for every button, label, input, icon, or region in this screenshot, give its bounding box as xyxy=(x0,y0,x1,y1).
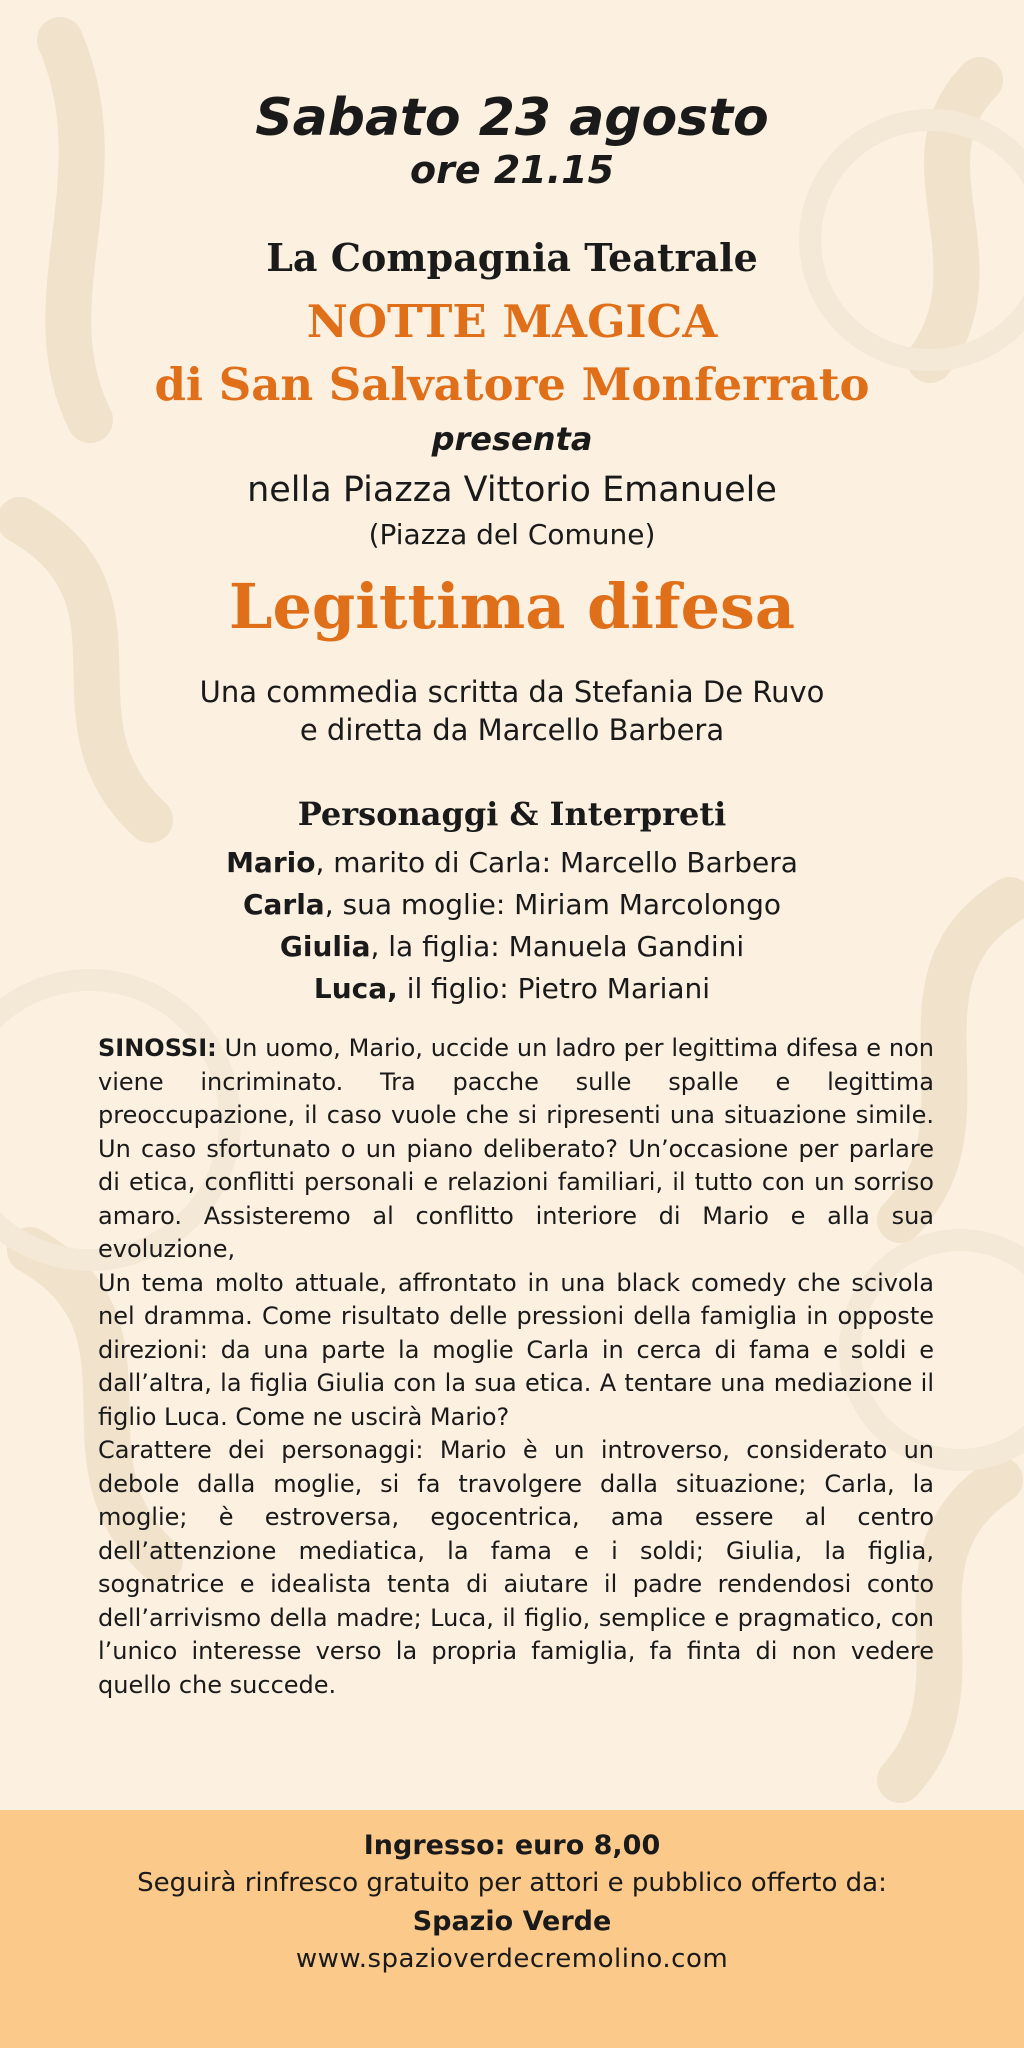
synopsis-text: Un uomo, Mario, uccide un ladro per legittima difesa e non viene incriminato. Tra pacche sulle spalle e legittima preoccupazione, il caso vuole che si ripresenti una situazione simile. Un caso sfortunato o un piano deliberato? Un’occasione per parlare di etica, conflitti personali e relazioni familiari, il tutto con un sorriso amaro. Assisteremo al conflitto interiore di Mario e alla sua evoluzione, xyxy=(98,1034,934,1263)
synopsis-paragraph: Carattere dei personaggi: Mario è un introverso, considerato un debole dalla moglie, si fa travolgere dalla situazione; Carla, la moglie; è estroversa, egocentrica, ama essere al centro dell’attenzione mediatica, la fama e i soldi; Giulia, la figlia, sognatrice e idealista tenta di aiutare il padre rendendosi conto dell’arrivismo della madre; Luca, il figlio, semplice e pragmatico, con l’unico interesse verso la propria famiglia, fa finta di non vedere quello che succede. xyxy=(98,1436,934,1699)
cast-character-name: Giulia xyxy=(279,930,371,963)
venue-main: nella Piazza Vittorio Emanuele xyxy=(247,470,777,510)
event-date: Sabato 23 agosto xyxy=(255,88,769,148)
cast-character-name: Carla xyxy=(242,888,325,921)
cast-role: il figlio: Pietro Mariani xyxy=(397,972,711,1005)
venue-sub: (Piazza del Comune) xyxy=(368,518,656,551)
play-credit-author: Una commedia scritta da Stefania De Ruvo xyxy=(199,675,825,709)
synopsis xyxy=(98,1032,934,1702)
cast-character-name: Mario xyxy=(226,846,316,879)
synopsis-label: SINOSSI: xyxy=(98,1034,217,1062)
presents-text: presenta xyxy=(431,420,593,458)
company-place: di San Salvatore Monferrato xyxy=(154,358,870,411)
play-title: Legittima difesa xyxy=(228,570,796,643)
event-time: ore 21.15 xyxy=(409,148,615,192)
company-label: La Compagnia Teatrale xyxy=(266,235,758,280)
cast-character-name: Luca, xyxy=(313,972,398,1005)
footer-band xyxy=(0,1810,1024,2048)
refreshment-note: Seguirà rinfresco gratuito per attori e pubblico offerto da: xyxy=(137,1868,887,1898)
sponsor-name: Spazio Verde xyxy=(412,1906,612,1937)
cast-role: , la figlia: Manuela Gandini xyxy=(370,930,745,963)
cast-row xyxy=(0,884,1024,926)
synopsis-paragraph xyxy=(98,1032,934,1267)
cast-row xyxy=(0,842,1024,884)
play-credit-director: e diretta da Marcello Barbera xyxy=(299,713,725,747)
sponsor-website: www.spazioverdecremolino.com xyxy=(295,1944,729,1974)
cast-row xyxy=(0,968,1024,1010)
cast-role: , marito di Carla: Marcello Barbera xyxy=(315,846,798,879)
entry-price: Ingresso: euro 8,00 xyxy=(363,1830,661,1861)
cast-row xyxy=(0,926,1024,968)
company-name: NOTTE MAGICA xyxy=(306,295,718,348)
cast-heading: Personaggi & Interpreti xyxy=(297,795,727,833)
cast-list xyxy=(0,842,1024,1010)
synopsis-paragraph: Un tema molto attuale, affrontato in una black comedy che scivola nel dramma. Come risultato delle pressioni della famiglia in opposte direzioni: da una parte la moglie Carla in cerca di fama e soldi e dall’altra, la figlia Giulia con la sua etica. A tentare una mediazione il figlio Luca. Come ne uscirà Mario? xyxy=(98,1268,934,1431)
cast-role: , sua moglie: Miriam Marcolongo xyxy=(324,888,782,921)
